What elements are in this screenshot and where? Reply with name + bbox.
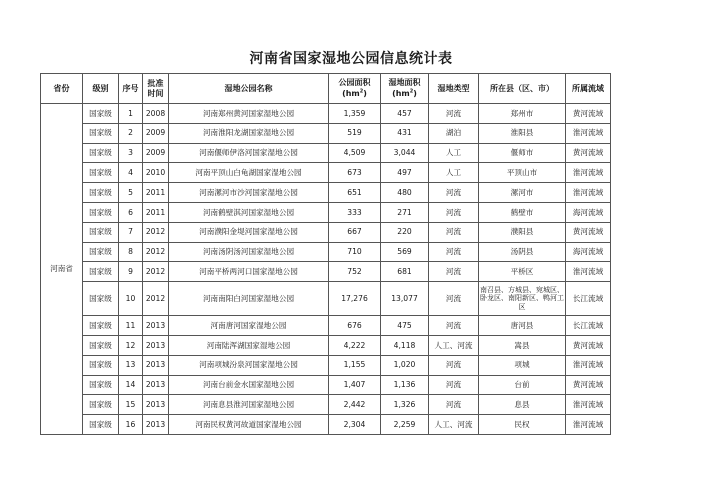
cell-county: 南召县、方城县、宛城区、卧龙区、南阳新区、鸭河工区: [479, 282, 566, 316]
cell-park-area: 667: [329, 222, 381, 242]
cell-name: 河南漯河市沙河国家湿地公园: [169, 183, 329, 203]
cell-name: 河南平顶山白龟湖国家湿地公园: [169, 163, 329, 183]
cell-level: 国家级: [83, 395, 119, 415]
cell-year: 2012: [143, 262, 169, 282]
cell-park-area: 4,509: [329, 143, 381, 163]
cell-park-area: 2,442: [329, 395, 381, 415]
cell-name: 河南偃师伊洛河国家湿地公园: [169, 143, 329, 163]
cell-county: 平顶山市: [479, 163, 566, 183]
cell-county: 淮阳县: [479, 123, 566, 143]
wetland-park-table: [40, 73, 611, 435]
cell-name: 河南平桥两河口国家湿地公园: [169, 262, 329, 282]
cell-level: 国家级: [83, 202, 119, 222]
cell-basin: 黄河流域: [566, 104, 611, 124]
cell-level: 国家级: [83, 375, 119, 395]
cell-wetland-type: 河流: [429, 262, 479, 282]
wetland-area-unit: $(hm^2)$: [392, 88, 417, 98]
cell-name: 河南陆浑湖国家湿地公园: [169, 335, 329, 355]
cell-level: 国家级: [83, 123, 119, 143]
cell-wetland-type: 河流: [429, 183, 479, 203]
table-row: [41, 104, 611, 124]
approved-time-line1: 批准: [147, 78, 164, 88]
cell-wetland-area: 1,136: [381, 375, 429, 395]
table-row: [41, 375, 611, 395]
cell-wetland-area: 3,044: [381, 143, 429, 163]
cell-county: 偃师市: [479, 143, 566, 163]
cell-year: 2011: [143, 202, 169, 222]
table-row: [41, 242, 611, 262]
cell-county: 息县: [479, 395, 566, 415]
cell-year: 2011: [143, 183, 169, 203]
cell-basin: 海河流域: [566, 202, 611, 222]
cell-wetland-type: 河流: [429, 355, 479, 375]
cell-wetland-type: 河流: [429, 375, 479, 395]
cell-name: 河南台前金水国家湿地公园: [169, 375, 329, 395]
cell-county: 平桥区: [479, 262, 566, 282]
cell-wetland-area: 1,020: [381, 355, 429, 375]
cell-basin: 黄河流域: [566, 222, 611, 242]
cell-year: 2013: [143, 316, 169, 336]
cell-seq: 7: [119, 222, 143, 242]
cell-basin: 海河流域: [566, 242, 611, 262]
table-row: [41, 202, 611, 222]
cell-seq: 11: [119, 316, 143, 336]
cell-wetland-area: 431: [381, 123, 429, 143]
cell-year: 2010: [143, 163, 169, 183]
table-row: [41, 262, 611, 282]
cell-year: 2008: [143, 104, 169, 124]
cell-level: 国家级: [83, 282, 119, 316]
cell-county: 濮阳县: [479, 222, 566, 242]
cell-year: 2013: [143, 415, 169, 435]
table-row: [41, 183, 611, 203]
cell-park-area: 1,407: [329, 375, 381, 395]
cell-level: 国家级: [83, 104, 119, 124]
cell-basin: 淮河流域: [566, 183, 611, 203]
cell-basin: 黄河流域: [566, 143, 611, 163]
cell-wetland-area: 475: [381, 316, 429, 336]
col-header-name: 湿地公园名称: [169, 74, 329, 104]
cell-basin: 黄河流域: [566, 335, 611, 355]
cell-wetland-type: 河流: [429, 395, 479, 415]
cell-year: 2009: [143, 123, 169, 143]
col-header-basin: 所属流域: [566, 74, 611, 104]
cell-wetland-area: 1,326: [381, 395, 429, 415]
cell-park-area: 17,276: [329, 282, 381, 316]
cell-park-area: 4,222: [329, 335, 381, 355]
cell-county: 项城: [479, 355, 566, 375]
cell-park-area: 1,359: [329, 104, 381, 124]
cell-year: 2013: [143, 395, 169, 415]
cell-county: 唐河县: [479, 316, 566, 336]
cell-level: 国家级: [83, 262, 119, 282]
table-row: [41, 143, 611, 163]
cell-year: 2012: [143, 222, 169, 242]
cell-seq: 6: [119, 202, 143, 222]
cell-basin: 淮河流域: [566, 395, 611, 415]
cell-basin: 淮河流域: [566, 123, 611, 143]
cell-year: 2013: [143, 335, 169, 355]
table-row: [41, 395, 611, 415]
cell-wetland-type: 河流: [429, 222, 479, 242]
cell-year: 2013: [143, 375, 169, 395]
cell-basin: 淮河流域: [566, 415, 611, 435]
table-row: [41, 163, 611, 183]
cell-park-area: 710: [329, 242, 381, 262]
cell-name: 河南郑州黄河国家湿地公园: [169, 104, 329, 124]
cell-basin: 黄河流域: [566, 375, 611, 395]
cell-name: 河南南阳白河国家湿地公园: [169, 282, 329, 316]
cell-park-area: 673: [329, 163, 381, 183]
cell-park-area: 333: [329, 202, 381, 222]
cell-county: 民权: [479, 415, 566, 435]
cell-basin: 淮河流域: [566, 163, 611, 183]
cell-wetland-type: 人工、河流: [429, 335, 479, 355]
cell-wetland-area: 2,259: [381, 415, 429, 435]
cell-wetland-area: 457: [381, 104, 429, 124]
cell-year: 2013: [143, 355, 169, 375]
cell-seq: 5: [119, 183, 143, 203]
cell-wetland-type: 河流: [429, 104, 479, 124]
cell-seq: 8: [119, 242, 143, 262]
cell-wetland-area: 271: [381, 202, 429, 222]
cell-wetland-type: 河流: [429, 202, 479, 222]
col-header-province: 省份: [41, 74, 83, 104]
cell-level: 国家级: [83, 415, 119, 435]
cell-wetland-type: 河流: [429, 282, 479, 316]
cell-wetland-area: 569: [381, 242, 429, 262]
approved-time-line2: 时间: [147, 88, 164, 98]
cell-wetland-type: 河流: [429, 316, 479, 336]
cell-level: 国家级: [83, 335, 119, 355]
col-header-county: 所在县（区、市）: [479, 74, 566, 104]
cell-name: 河南濮阳金堤河国家湿地公园: [169, 222, 329, 242]
cell-wetland-area: 681: [381, 262, 429, 282]
cell-level: 国家级: [83, 183, 119, 203]
cell-year: 2009: [143, 143, 169, 163]
cell-wetland-type: 人工: [429, 163, 479, 183]
cell-wetland-area: 13,077: [381, 282, 429, 316]
cell-seq: 1: [119, 104, 143, 124]
cell-park-area: 676: [329, 316, 381, 336]
table-row: [41, 123, 611, 143]
table-row: [41, 355, 611, 375]
cell-level: 国家级: [83, 316, 119, 336]
cell-seq: 16: [119, 415, 143, 435]
cell-park-area: 651: [329, 183, 381, 203]
col-header-level: 级别: [83, 74, 119, 104]
cell-basin: 长江流域: [566, 316, 611, 336]
cell-wetland-type: 河流: [429, 242, 479, 262]
cell-seq: 10: [119, 282, 143, 316]
header-row: [41, 74, 611, 104]
cell-province: 河南省: [41, 104, 83, 435]
page-title: 河南省国家湿地公园信息统计表: [249, 51, 453, 67]
cell-seq: 9: [119, 262, 143, 282]
cell-park-area: 519: [329, 123, 381, 143]
cell-year: 2012: [143, 282, 169, 316]
wetland-area-label: 湿地面积: [388, 78, 421, 88]
cell-basin: 长江流域: [566, 282, 611, 316]
cell-wetland-area: 4,118: [381, 335, 429, 355]
cell-level: 国家级: [83, 163, 119, 183]
cell-year: 2012: [143, 242, 169, 262]
table-body: [41, 104, 611, 435]
cell-seq: 15: [119, 395, 143, 415]
cell-county: 漯河市: [479, 183, 566, 203]
cell-wetland-type: 人工、河流: [429, 415, 479, 435]
cell-name: 河南息县淮河国家湿地公园: [169, 395, 329, 415]
cell-name: 河南项城汾泉河国家湿地公园: [169, 355, 329, 375]
cell-park-area: 2,304: [329, 415, 381, 435]
cell-seq: 14: [119, 375, 143, 395]
cell-name: 河南鹤壁淇河国家湿地公园: [169, 202, 329, 222]
cell-name: 河南民权黄河故道国家湿地公园: [169, 415, 329, 435]
cell-county: 郑州市: [479, 104, 566, 124]
park-area-label: 公园面积: [338, 78, 371, 88]
col-header-approved-time: [143, 74, 169, 104]
col-header-park-area: [329, 74, 381, 104]
cell-county: 台前: [479, 375, 566, 395]
cell-seq: 2: [119, 123, 143, 143]
table-row: [41, 282, 611, 316]
cell-wetland-type: 人工: [429, 143, 479, 163]
cell-level: 国家级: [83, 143, 119, 163]
cell-level: 国家级: [83, 355, 119, 375]
cell-name: 河南唐河国家湿地公园: [169, 316, 329, 336]
cell-county: 汤阴县: [479, 242, 566, 262]
cell-county: 鹤壁市: [479, 202, 566, 222]
col-header-wetland-type: 湿地类型: [429, 74, 479, 104]
cell-wetland-area: 497: [381, 163, 429, 183]
table-row: [41, 316, 611, 336]
park-area-unit: $(hm^2)$: [342, 88, 367, 98]
cell-basin: 淮河流域: [566, 262, 611, 282]
cell-level: 国家级: [83, 242, 119, 262]
cell-wetland-area: 480: [381, 183, 429, 203]
cell-county: 嵩县: [479, 335, 566, 355]
cell-level: 国家级: [83, 222, 119, 242]
cell-park-area: 1,155: [329, 355, 381, 375]
cell-basin: 淮河流域: [566, 355, 611, 375]
cell-seq: 12: [119, 335, 143, 355]
col-header-wetland-area: [381, 74, 429, 104]
table-row: [41, 222, 611, 242]
cell-seq: 3: [119, 143, 143, 163]
cell-park-area: 752: [329, 262, 381, 282]
cell-seq: 4: [119, 163, 143, 183]
col-header-seq: 序号: [119, 74, 143, 104]
cell-wetland-area: 220: [381, 222, 429, 242]
cell-seq: 13: [119, 355, 143, 375]
cell-wetland-type: 湖泊: [429, 123, 479, 143]
table-row: [41, 335, 611, 355]
cell-name: 河南淮阳龙湖国家湿地公园: [169, 123, 329, 143]
cell-name: 河南汤阴汤河国家湿地公园: [169, 242, 329, 262]
table-row: [41, 415, 611, 435]
